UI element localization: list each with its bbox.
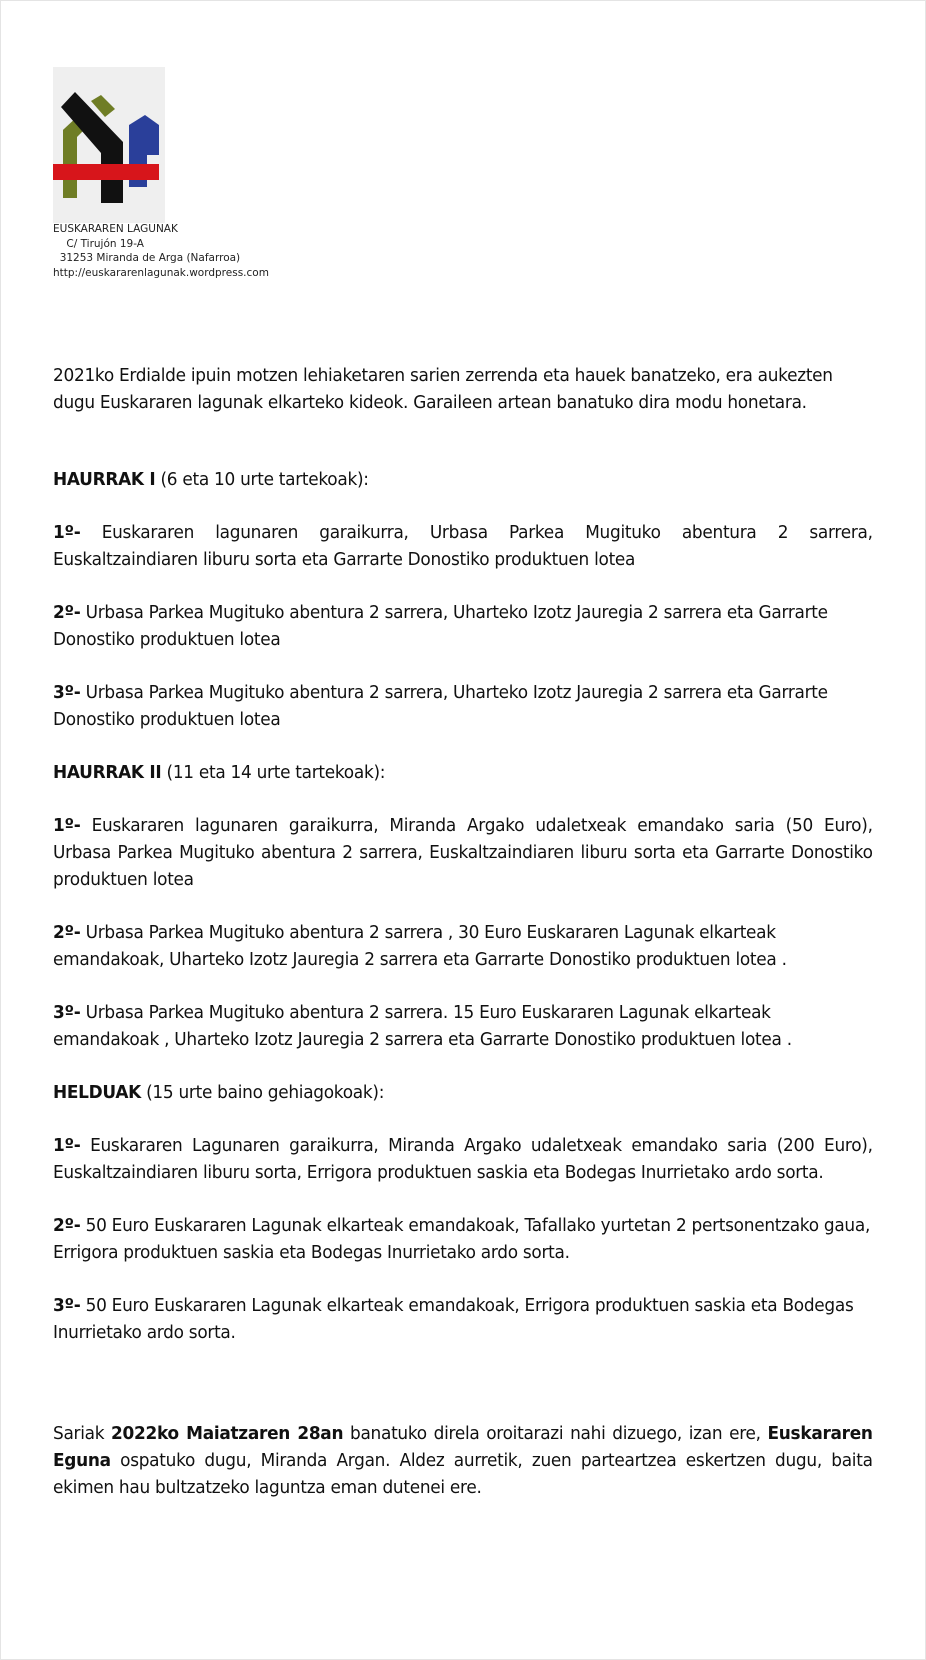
closing-paragraph: Sariak 2022ko Maiatzaren 28an banatuko direla oroitarazi nahi dizuego, izan ere, Euskararen Eguna ospatuko dugu, Miranda Argan. Aldez aurretik, zuen partеartzea eskertzen dugu, baita ekimen hau bultzatzeko laguntza eman dutenei ere. — [53, 1423, 873, 1498]
org-website[interactable]: http://euskararenlagunak.wordpress.com — [53, 266, 269, 279]
document-body — [53, 362, 873, 1501]
prize-helduak-2: 2º- 50 Euro Euskararen Lagunak elkarteak emandakoak, Tafallako yurtetan 2 pertsonentzako gaua, Errigora produktuen saskia eta Bodegas Inurrietako ardo sorta. — [53, 1215, 871, 1263]
intro-paragraph: 2021ko Erdialde ipuin motzen lehiaketaren sarien zerrenda eta hauek banatzeko, era aukezten dugu Euskararen lagunak elkarteko kideok. Garaileen artean banatuko dira modu honetara. — [53, 365, 833, 413]
section-heading-helduak: HELDUAK (15 urte baino gehiagokoak): — [53, 1082, 385, 1103]
closing-event: Euskararen Eguna — [53, 1423, 873, 1471]
prize-haurrak-ii-2: 2º- Urbasa Parkea Mugituko abentura 2 sarrera , 30 Euro Euskararen Lagunak elkarteak emandakoak, Uharteko Izotz Jauregia 2 sarrera eta Garrarte Donostiko produktuen lotea . — [53, 922, 787, 970]
section-heading-haurrak-ii: HAURRAK II (11 eta 14 urte tartekoak): — [53, 762, 386, 783]
section-heading-haurrak-i: HAURRAK I (6 eta 10 urte tartekoak): — [53, 469, 369, 490]
prize-haurrak-i-3: 3º- Urbasa Parkea Mugituko abentura 2 sarrera, Uharteko Izotz Jauregia 2 sarrera eta Garrarte Donostiko produktuen lotea — [53, 682, 828, 730]
org-address — [53, 222, 269, 280]
prize-haurrak-ii-1: 1º- Euskararen lagunaren garaikurra, Miranda Argako udaletxeak emandako saria (50 Euro), Urbasa Parkea Mugituko abentura 2 sarrera, Euskaltzaindiaren liburu sorta eta Garrarte Donostiko produktuen lotea — [53, 815, 873, 890]
prize-helduak-1: 1º- Euskararen Lagunaren garaikurra, Miranda Argako udaletxeak emandako saria (200 Euro), Euskaltzaindiaren liburu sorta, Errigora produktuen saskia eta Bodegas Inurrietako ardo sorta. — [53, 1135, 873, 1183]
closing-date: 2022ko Maiatzaren 28an — [111, 1423, 344, 1444]
org-name: EUSKARAREN LAGUNAK — [53, 223, 178, 235]
prize-helduak-3: 3º- 50 Euro Euskararen Lagunak elkarteak emandakoak, Errigora produktuen saskia eta Bodegas Inurrietako ardo sorta. — [53, 1295, 854, 1343]
address-city: 31253 Miranda de Arga (Nafarroa) — [59, 252, 241, 264]
logo-red-bar — [53, 164, 159, 180]
address-street: C/ Tirujón 19-A — [66, 237, 144, 250]
prize-haurrak-i-2: 2º- Urbasa Parkea Mugituko abentura 2 sarrera, Uharteko Izotz Jauregia 2 sarrera eta Garrarte Donostiko produktuen lotea — [53, 602, 828, 650]
org-logo — [53, 67, 165, 223]
prize-haurrak-ii-3: 3º- Urbasa Parkea Mugituko abentura 2 sarrera. 15 Euro Euskararen Lagunak elkarteak emandakoak , Uharteko Izotz Jauregia 2 sarrera eta Garrarte Donostiko produktuen lotea . — [53, 1002, 792, 1050]
prize-haurrak-i-1: 1º- Euskararen lagunaren garaikurra, Urbasa Parkea Mugituko abentura 2 sarrera, Euskaltzaindiaren liburu sorta eta Garrarte Donostiko produktuen lotea — [53, 522, 873, 570]
